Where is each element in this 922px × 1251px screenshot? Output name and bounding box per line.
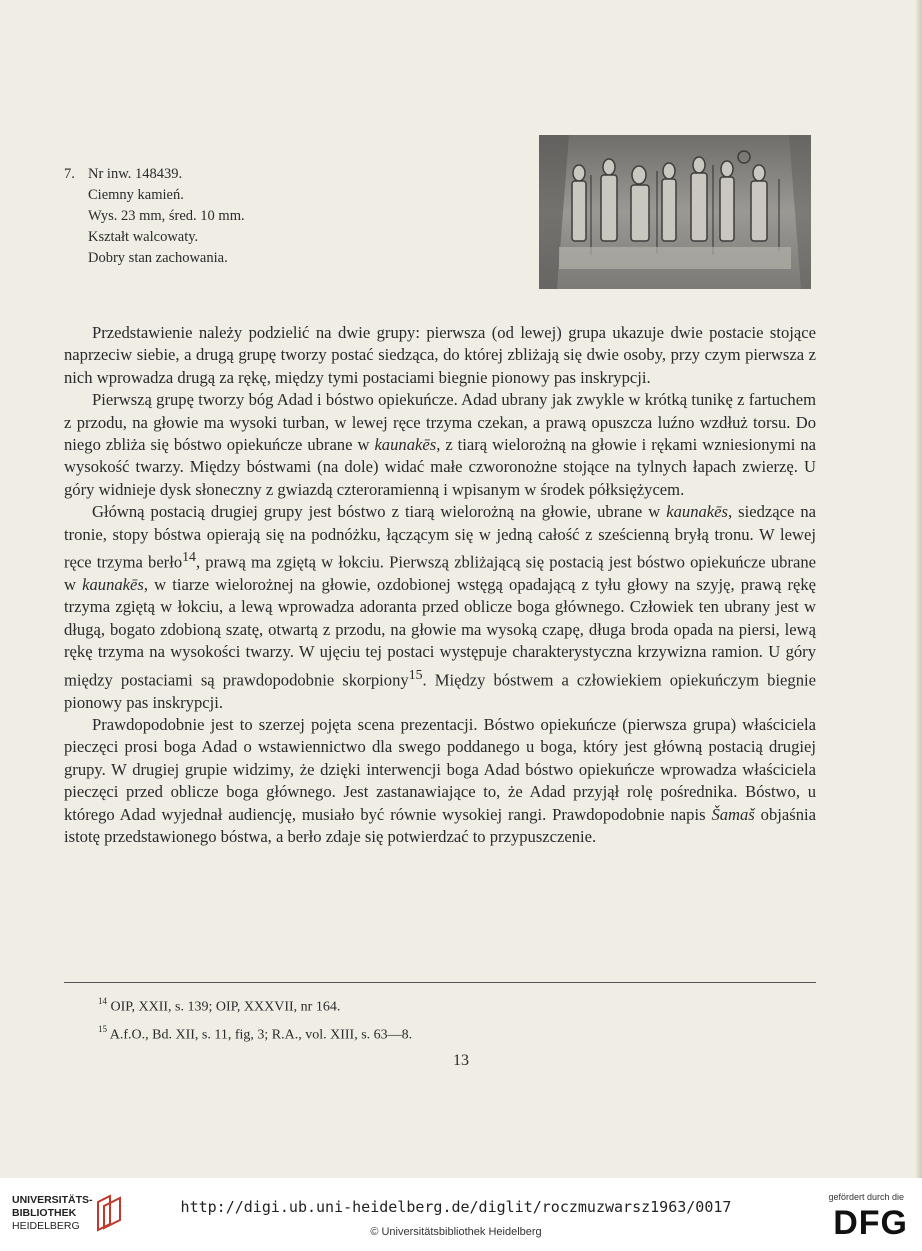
footnote-ref-14[interactable]: 14 [182,549,196,565]
footnote-15-number: 15 [98,1023,107,1034]
main-text [64,322,816,848]
catalog-entry [64,164,245,269]
permalink-url[interactable]: http://digi.ub.uni-heidelberg.de/diglit/roczmuzwarsz1963/0017 [180,1198,732,1216]
catalog-line-5: Dobry stan zachowania. [88,250,228,266]
footnote-15 [98,1019,412,1047]
p1-text: Przedstawienie należy podzielić na dwie grupy: pierwsza (od lewej) grupa ukazuje dwie postacie stojące naprzeciw siebie, a drugą grupę tworzy postać siedząca, do której zbliżają się dwie osoby, przy czym pierwsza z nich wprowadza drugą za rękę, między tymi postaciami biegnie pionowy pas inskrypcji. [64,323,816,387]
cylinder-seal-impression-photo [539,135,811,289]
catalog-line-4: Kształt walcowaty. [88,229,199,245]
catalog-line-1 [64,164,245,185]
p4-term-samas: Šamaš [711,804,755,824]
footnote-14 [98,991,412,1019]
viewer-footer [0,1178,922,1251]
p3-text-a: Główną postacią drugiej grupy jest bóstwo z tiarą wielorożną na głowie, ubrane w [92,502,667,522]
p3-term-kaunakes-1: kaunakēs [666,502,728,522]
p3-text-e: . Między bóstwem a człowiekiem opiekuńczym biegnie pionowy pas inskrypcji. [64,670,816,712]
paragraph-3 [64,501,816,714]
footnote-ref-15[interactable]: 15 [408,666,423,682]
footnotes [98,991,412,1046]
library-name-line-2: BIBLIOTHEK [12,1207,77,1219]
p2-term-kaunakes: kaunakēs [374,435,437,455]
catalog-inventory: Nr inw. 148439. [88,166,183,182]
p3-text-b: , siedzące na tronie, stopy bóstwa opierają się na podnóżku, łączącym się w jedną całość z sześcienną bryłą tronu. W lewej ręce trzyma berło [64,502,816,572]
page-number: 13 [453,1052,469,1069]
p2-text-a: Pierwszą grupę tworzy bóg Adad i bóstwo opiekuńcze. Adad ubrany jak zwykle w krótką tunikę z fartuchem z przodu, na głowie ma wysoki turban, w lewej ręce trzyma czekan, a prawą opuszcza luźno wzdłuż torsu. Do niego zbliża się bóstwo opiekuńcze ubrane w [64,390,816,455]
catalog-line-3: Wys. 23 mm, śred. 10 mm. [88,208,245,224]
p3-term-kaunakes-2: kaunakēs [82,575,144,594]
paragraph-4 [64,714,816,848]
p2-text-b: , z tiarą wielorożną na głowie i rękami wzniesionymi na wysokość twarzy. Między bóstwami (na dole) widać małe czworonożne stojące na tylnych łapach zwierzę. U góry widnieje dysk słoneczny z gwiazdą czteroramienną i wpisanym w środek półksiężycem. [64,435,817,499]
p4-text-b: objaśnia istotę przedstawionego bóstwa, a berło zdaje się potwierdzać to przypuszczenie. [64,804,816,846]
footnote-15-text: A.f.O., Bd. XII, s. 11, fig, 3; R.A., vol. XIII, s. 63—8. [109,1027,413,1043]
catalog-line-2: Ciemny kamień. [88,187,184,203]
copyright-notice: © Universitätsbibliothek Heidelberg [370,1226,542,1238]
p3-text-c: , prawą ma zgiętą w łokciu. Pierwszą zbliżającą się postacią jest bóstwo opiekuńcze ubrane w [64,552,816,594]
p3-text-d: , w tiarze wielorożnej na głowie, ozdobionej wstęgą opadającą z tyłu głowy na szyję, prawą rękę trzyma zgiętą w łokciu, a lewą wprowadza adoranta przed oblicze boga głównego. Człowiek ten ubrany jest w długą, bogato zdobioną szatę, otwartą z przodu, na głowie ma wysoką czapę, długa broda opada na piersi, lewą rękę trzyma na wysokości twarzy. W ujęciu tej postaci występuje charakterystyczna krzywizna ramion. U góry między postaciami są prawdopodobnie skorpiony [64,575,816,690]
footnote-divider [64,982,816,983]
library-name-line-3: HEIDELBERG [12,1220,80,1232]
dfg-logo[interactable]: DFG [833,1204,908,1242]
catalog-number: 7. [64,166,75,182]
paragraph-1 [64,322,816,389]
footnote-14-text: OIP, XXII, s. 139; OIP, XXXVII, nr 164. [110,999,341,1015]
footnote-14-number: 14 [98,996,107,1006]
seal-relief-drawing [539,135,811,289]
library-name-line-1: UNIVERSITÄTS- [12,1194,93,1206]
page-edge-shadow [916,0,922,1178]
paragraph-2 [64,389,816,501]
funding-caption: gefördert durch die [828,1192,904,1202]
p4-text-a: Prawdopodobnie jest to szerzej pojęta scena prezentacji. Bóstwo opiekuńcze (pierwsza grupa) właściciela pieczęci prosi boga Adad o wstawiennictwo dla swego poddanego u boga, który jest główną postacią drugiej grupy. W drugiej grupie widzimy, że dzięki interwencji boga Adad bóstwo opiekuńcze wprowadza właściciela pieczęci przed oblicze boga głównego. Jest zastanawiające to, że Adad przyjął rolę pośrednika. Bóstwo, u którego Adad wyjednał audiencję, musiało być równie wysokiej rangi. Prawdopodobnie napis [64,714,816,824]
